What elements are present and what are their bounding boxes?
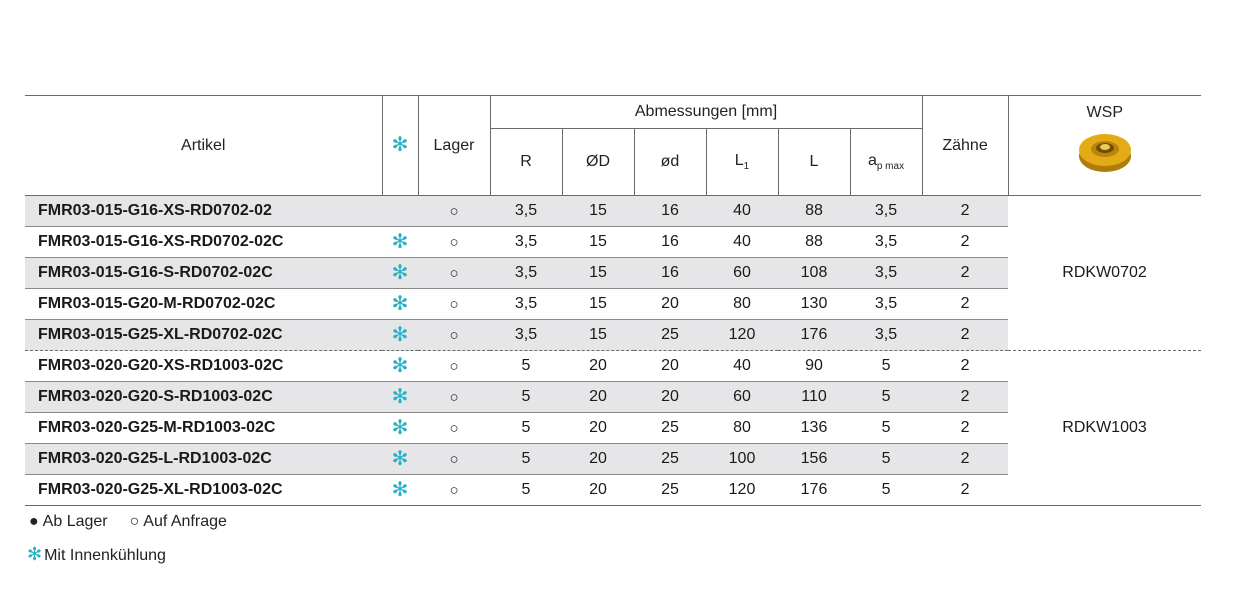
cell-l1: 60	[706, 382, 778, 413]
cell-l1: 120	[706, 475, 778, 506]
cell-zaehne: 2	[922, 227, 1008, 258]
cell-l1: 60	[706, 258, 778, 289]
snowflake-icon: ✻	[391, 416, 409, 439]
header-lager: Lager	[418, 96, 490, 196]
cell-lager: ○	[418, 196, 490, 227]
snowflake-icon: ✻	[391, 354, 409, 377]
header-D: ØD	[562, 129, 634, 196]
header-ap: $a_{p max}$	[850, 129, 922, 196]
cell-d: 15	[562, 289, 634, 320]
snowflake-icon: ✻	[391, 230, 409, 253]
cell-artikel: FMR03-020-G20-S-RD1003-02C	[25, 382, 382, 413]
cell-artikel: FMR03-015-G16-S-RD0702-02C	[25, 258, 382, 289]
cell-l1: 120	[706, 320, 778, 351]
legend-stock	[29, 513, 231, 531]
cell-cooling	[382, 382, 418, 413]
cell-lager: ○	[418, 475, 490, 506]
snowflake-icon: ✻	[27, 544, 43, 564]
cell-d: 20	[562, 351, 634, 382]
cell-lager: ○	[418, 413, 490, 444]
cell-artikel: FMR03-015-G25-XL-RD0702-02C	[25, 320, 382, 351]
cell-ap: 5	[850, 444, 922, 475]
cell-lager: ○	[418, 320, 490, 351]
cell-l1: 40	[706, 196, 778, 227]
header-cooling	[382, 96, 418, 196]
cell-lager: ○	[418, 444, 490, 475]
cell-l: 90	[778, 351, 850, 382]
cell-d: 16	[634, 196, 706, 227]
cell-r: 5	[490, 351, 562, 382]
cell-d: 15	[562, 320, 634, 351]
cell-d: 20	[634, 289, 706, 320]
cell-l: 130	[778, 289, 850, 320]
cell-l: 88	[778, 227, 850, 258]
cell-lager: ○	[418, 227, 490, 258]
cell-r: 3,5	[490, 289, 562, 320]
filled-circle-icon: ●	[29, 513, 39, 530]
cell-ap: 5	[850, 475, 922, 506]
cell-r: 3,5	[490, 227, 562, 258]
cell-artikel: FMR03-015-G16-XS-RD0702-02C	[25, 227, 382, 258]
cell-cooling	[382, 196, 418, 227]
snowflake-icon: ✻	[391, 261, 409, 284]
cell-ap: 3,5	[850, 320, 922, 351]
cell-d: 20	[562, 444, 634, 475]
header-L1: $L_1$	[706, 129, 778, 196]
header-wsp	[1008, 96, 1201, 196]
cell-artikel: FMR03-020-G20-XS-RD1003-02C	[25, 351, 382, 382]
cell-d: 16	[634, 227, 706, 258]
cell-r: 3,5	[490, 258, 562, 289]
cell-r: 5	[490, 475, 562, 506]
cell-artikel: FMR03-015-G20-M-RD0702-02C	[25, 289, 382, 320]
cell-r: 3,5	[490, 196, 562, 227]
snowflake-icon: ✻	[391, 447, 409, 470]
insert-image	[1077, 130, 1133, 174]
cell-zaehne: 2	[922, 258, 1008, 289]
snowflake-icon: ✻	[391, 292, 409, 315]
cell-d: 25	[634, 320, 706, 351]
cell-ap: 3,5	[850, 196, 922, 227]
cell-artikel: FMR03-020-G25-M-RD1003-02C	[25, 413, 382, 444]
cell-l: 108	[778, 258, 850, 289]
header-artikel: Artikel	[25, 96, 382, 196]
cell-wsp: RDKW0702	[1008, 196, 1201, 351]
cell-r: 5	[490, 382, 562, 413]
cell-l: 176	[778, 475, 850, 506]
cell-l1: 40	[706, 351, 778, 382]
cell-l1: 80	[706, 413, 778, 444]
cell-r: 5	[490, 413, 562, 444]
header-d: ød	[634, 129, 706, 196]
header-L: L	[778, 129, 850, 196]
cell-zaehne: 2	[922, 196, 1008, 227]
cell-zaehne: 2	[922, 382, 1008, 413]
cell-d: 20	[562, 382, 634, 413]
cell-cooling	[382, 227, 418, 258]
cell-cooling	[382, 475, 418, 506]
product-table	[25, 95, 1201, 506]
snowflake-icon: ✻	[391, 323, 409, 346]
open-circle-icon: ○	[129, 513, 140, 530]
cell-lager: ○	[418, 351, 490, 382]
cell-cooling	[382, 413, 418, 444]
table-row	[25, 196, 1201, 227]
cell-ap: 3,5	[850, 289, 922, 320]
cell-wsp: RDKW1003	[1008, 351, 1201, 506]
cell-zaehne: 2	[922, 320, 1008, 351]
cell-ap: 5	[850, 351, 922, 382]
cell-zaehne: 2	[922, 351, 1008, 382]
cell-zaehne: 2	[922, 444, 1008, 475]
cell-r: 5	[490, 444, 562, 475]
table-row	[25, 351, 1201, 382]
cell-r: 3,5	[490, 320, 562, 351]
legend-innenkuehlung: Mit Innenkühlung	[44, 547, 166, 564]
header-R: R	[490, 129, 562, 196]
cell-cooling	[382, 444, 418, 475]
cell-lager: ○	[418, 289, 490, 320]
snowflake-icon: ✻	[391, 385, 409, 408]
cell-l1: 40	[706, 227, 778, 258]
cell-d: 15	[562, 258, 634, 289]
legend-cooling	[27, 545, 170, 565]
cell-zaehne: 2	[922, 475, 1008, 506]
cell-ap: 5	[850, 413, 922, 444]
cell-ap: 3,5	[850, 258, 922, 289]
cell-lager: ○	[418, 382, 490, 413]
cell-l1: 80	[706, 289, 778, 320]
cell-artikel: FMR03-020-G25-L-RD1003-02C	[25, 444, 382, 475]
cell-d: 15	[562, 227, 634, 258]
cell-zaehne: 2	[922, 413, 1008, 444]
cell-cooling	[382, 351, 418, 382]
cell-l: 156	[778, 444, 850, 475]
cell-cooling	[382, 289, 418, 320]
product-table-wrapper	[25, 95, 1201, 506]
cell-l1: 100	[706, 444, 778, 475]
cell-l: 110	[778, 382, 850, 413]
cell-l: 88	[778, 196, 850, 227]
table-header	[25, 96, 1201, 196]
header-abmessungen: Abmessungen [mm]	[490, 96, 922, 129]
cell-ap: 5	[850, 382, 922, 413]
legend-auf-anfrage: Auf Anfrage	[143, 513, 227, 530]
cell-lager: ○	[418, 258, 490, 289]
cell-d: 20	[634, 351, 706, 382]
cell-d: 20	[562, 475, 634, 506]
cell-l: 136	[778, 413, 850, 444]
cell-d: 25	[634, 444, 706, 475]
legend-ab-lager: Ab Lager	[42, 513, 108, 530]
snowflake-icon: ✻	[391, 134, 409, 156]
header-wsp-label: WSP	[1086, 104, 1123, 121]
cell-artikel: FMR03-015-G16-XS-RD0702-02	[25, 196, 382, 227]
cell-d: 25	[634, 475, 706, 506]
cell-ap: 3,5	[850, 227, 922, 258]
cell-d: 15	[562, 196, 634, 227]
header-zaehne: Zähne	[922, 96, 1008, 196]
cell-cooling	[382, 320, 418, 351]
cell-d: 16	[634, 258, 706, 289]
cell-zaehne: 2	[922, 289, 1008, 320]
cell-l: 176	[778, 320, 850, 351]
cell-d: 25	[634, 413, 706, 444]
table-body	[25, 196, 1201, 506]
cell-artikel: FMR03-020-G25-XL-RD1003-02C	[25, 475, 382, 506]
cell-d: 20	[634, 382, 706, 413]
snowflake-icon: ✻	[391, 478, 409, 501]
cell-d: 20	[562, 413, 634, 444]
cell-cooling	[382, 258, 418, 289]
